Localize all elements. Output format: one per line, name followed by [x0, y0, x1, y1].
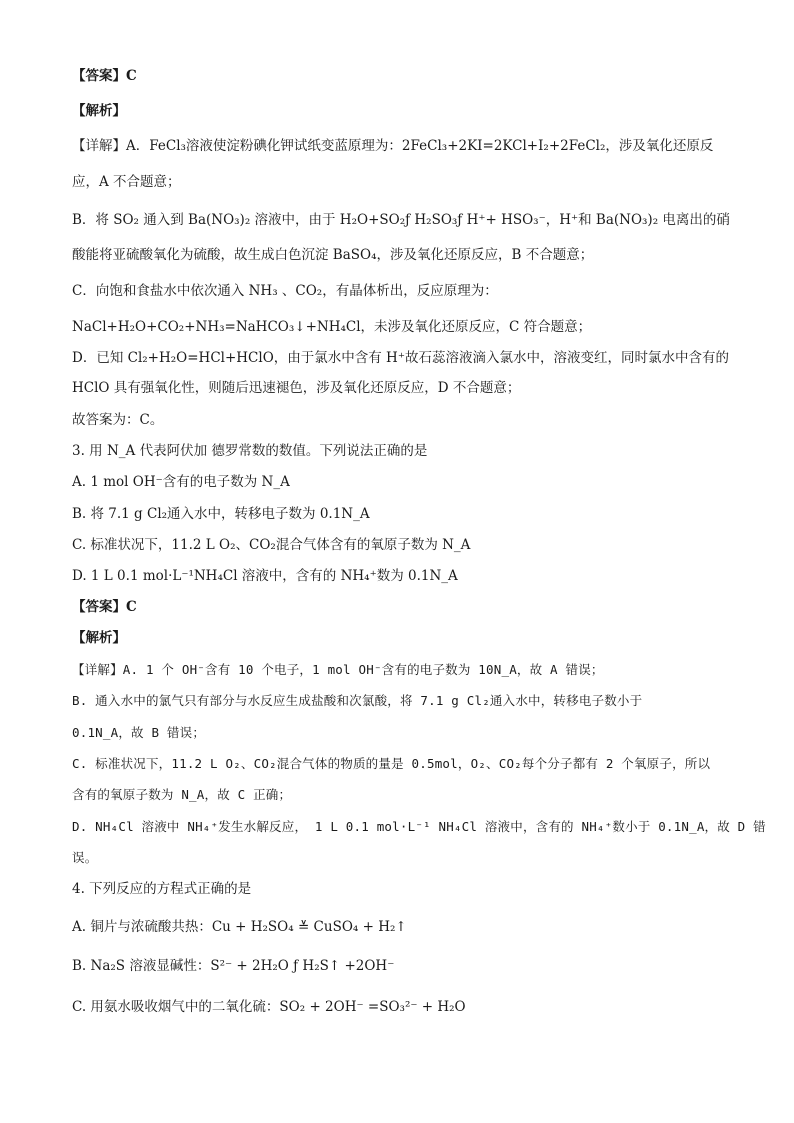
detail-line: 误。: [72, 850, 98, 865]
detail-line: 应，A 不合题意；: [72, 174, 181, 190]
detail-line: NaCl+H₂O+CO₂+NH₃=NaHCO₃↓+NH₄Cl，未涉及氧化还原反应，C 符合题意；: [72, 319, 592, 335]
detail-line: B．将 SO₂ 通入到 Ba(NO₃)₂ 溶液中，由于 H₂O+SO₂ƒ H₂SO₃ƒ H⁺+ HSO₃⁻，H⁺和 Ba(NO₃)₂ 电离出的硝: [72, 212, 730, 228]
analysis-heading: 【解析】: [72, 103, 126, 119]
option-a: A. 铜片与浓硫酸共热：Cu + H₂SO₄ ≚ CuSO₄ + H₂↑: [72, 919, 407, 935]
option-b: B. 将 7.1 g Cl₂通入水中，转移电子数为 0.1N_A: [72, 506, 370, 522]
option-d: D. 1 L 0.1 mol·L⁻¹NH₄Cl 溶液中，含有的 NH₄⁺数为 0.1N_A: [72, 568, 458, 584]
conclusion-line: 故答案为：C。: [72, 412, 164, 428]
detail-line: C. 标准状况下，11.2 L O₂、CO₂混合气体的物质的量是 0.5mol，O₂、CO₂每个分子都有 2 个氧原子，所以: [72, 756, 711, 771]
detail-line: 0.1N_A，故 B 错误；: [72, 725, 206, 740]
detail-line: HClO 具有强氧化性，则随后迅速褪色，涉及氧化还原反应，D 不合题意；: [72, 380, 521, 396]
analysis-heading: 【解析】: [72, 630, 126, 646]
detail-line: 含有的氧原子数为 N_A，故 C 正确；: [72, 787, 292, 802]
option-c: C. 标准状况下，11.2 L O₂、CO₂混合气体含有的氧原子数为 N_A: [72, 537, 471, 553]
detail-line: B. 通入水中的氯气只有部分与水反应生成盐酸和次氯酸，将 7.1 g Cl₂通入水中，转移电子数小于: [72, 693, 643, 708]
detail-line: 【详解】A. 1 个 OH⁻含有 10 个电子，1 mol OH⁻含有的电子数为 10N_A，故 A 错误；: [72, 662, 604, 677]
answer-line: 【答案】C: [72, 68, 137, 84]
question-stem: 4. 下列反应的方程式正确的是: [72, 881, 252, 897]
detail-line: 【详解】A．FeCl₃溶液使淀粉碘化钾试纸变蓝原理为：2FeCl₃+2KI=2KCl+I₂+2FeCl₂，涉及氧化还原反: [72, 138, 714, 154]
option-a: A. 1 mol OH⁻含有的电子数为 N_A: [72, 474, 290, 490]
detail-line: D．已知 Cl₂+H₂O=HCl+HClO，由于氯水中含有 H⁺故石蕊溶液滴入氯水中，溶液变红，同时氯水中含有的: [72, 350, 729, 366]
question-stem: 3. 用 N_A 代表阿伏加 德罗常数的数值。下列说法正确的是: [72, 443, 428, 459]
detail-line: D. NH₄Cl 溶液中 NH₄⁺发生水解反应， 1 L 0.1 mol·L⁻¹ NH₄Cl 溶液中，含有的 NH₄⁺数小于 0.1N_A，故 D 错: [72, 819, 766, 834]
detail-line: 酸能将亚硫酸氧化为硫酸，故生成白色沉淀 BaSO₄，涉及氧化还原反应，B 不合题意；: [72, 247, 594, 263]
detail-line: C．向饱和食盐水中依次通入 NH₃ 、CO₂，有晶体析出，反应原理为：: [72, 283, 498, 299]
option-b: B. Na₂S 溶液显碱性：S²⁻ + 2H₂O ƒ H₂S↑ +2OH⁻: [72, 958, 395, 974]
answer-line: 【答案】C: [72, 599, 137, 615]
option-c: C. 用氨水吸收烟气中的二氧化硫：SO₂ + 2OH⁻ =SO₃²⁻ + H₂O: [72, 999, 466, 1015]
